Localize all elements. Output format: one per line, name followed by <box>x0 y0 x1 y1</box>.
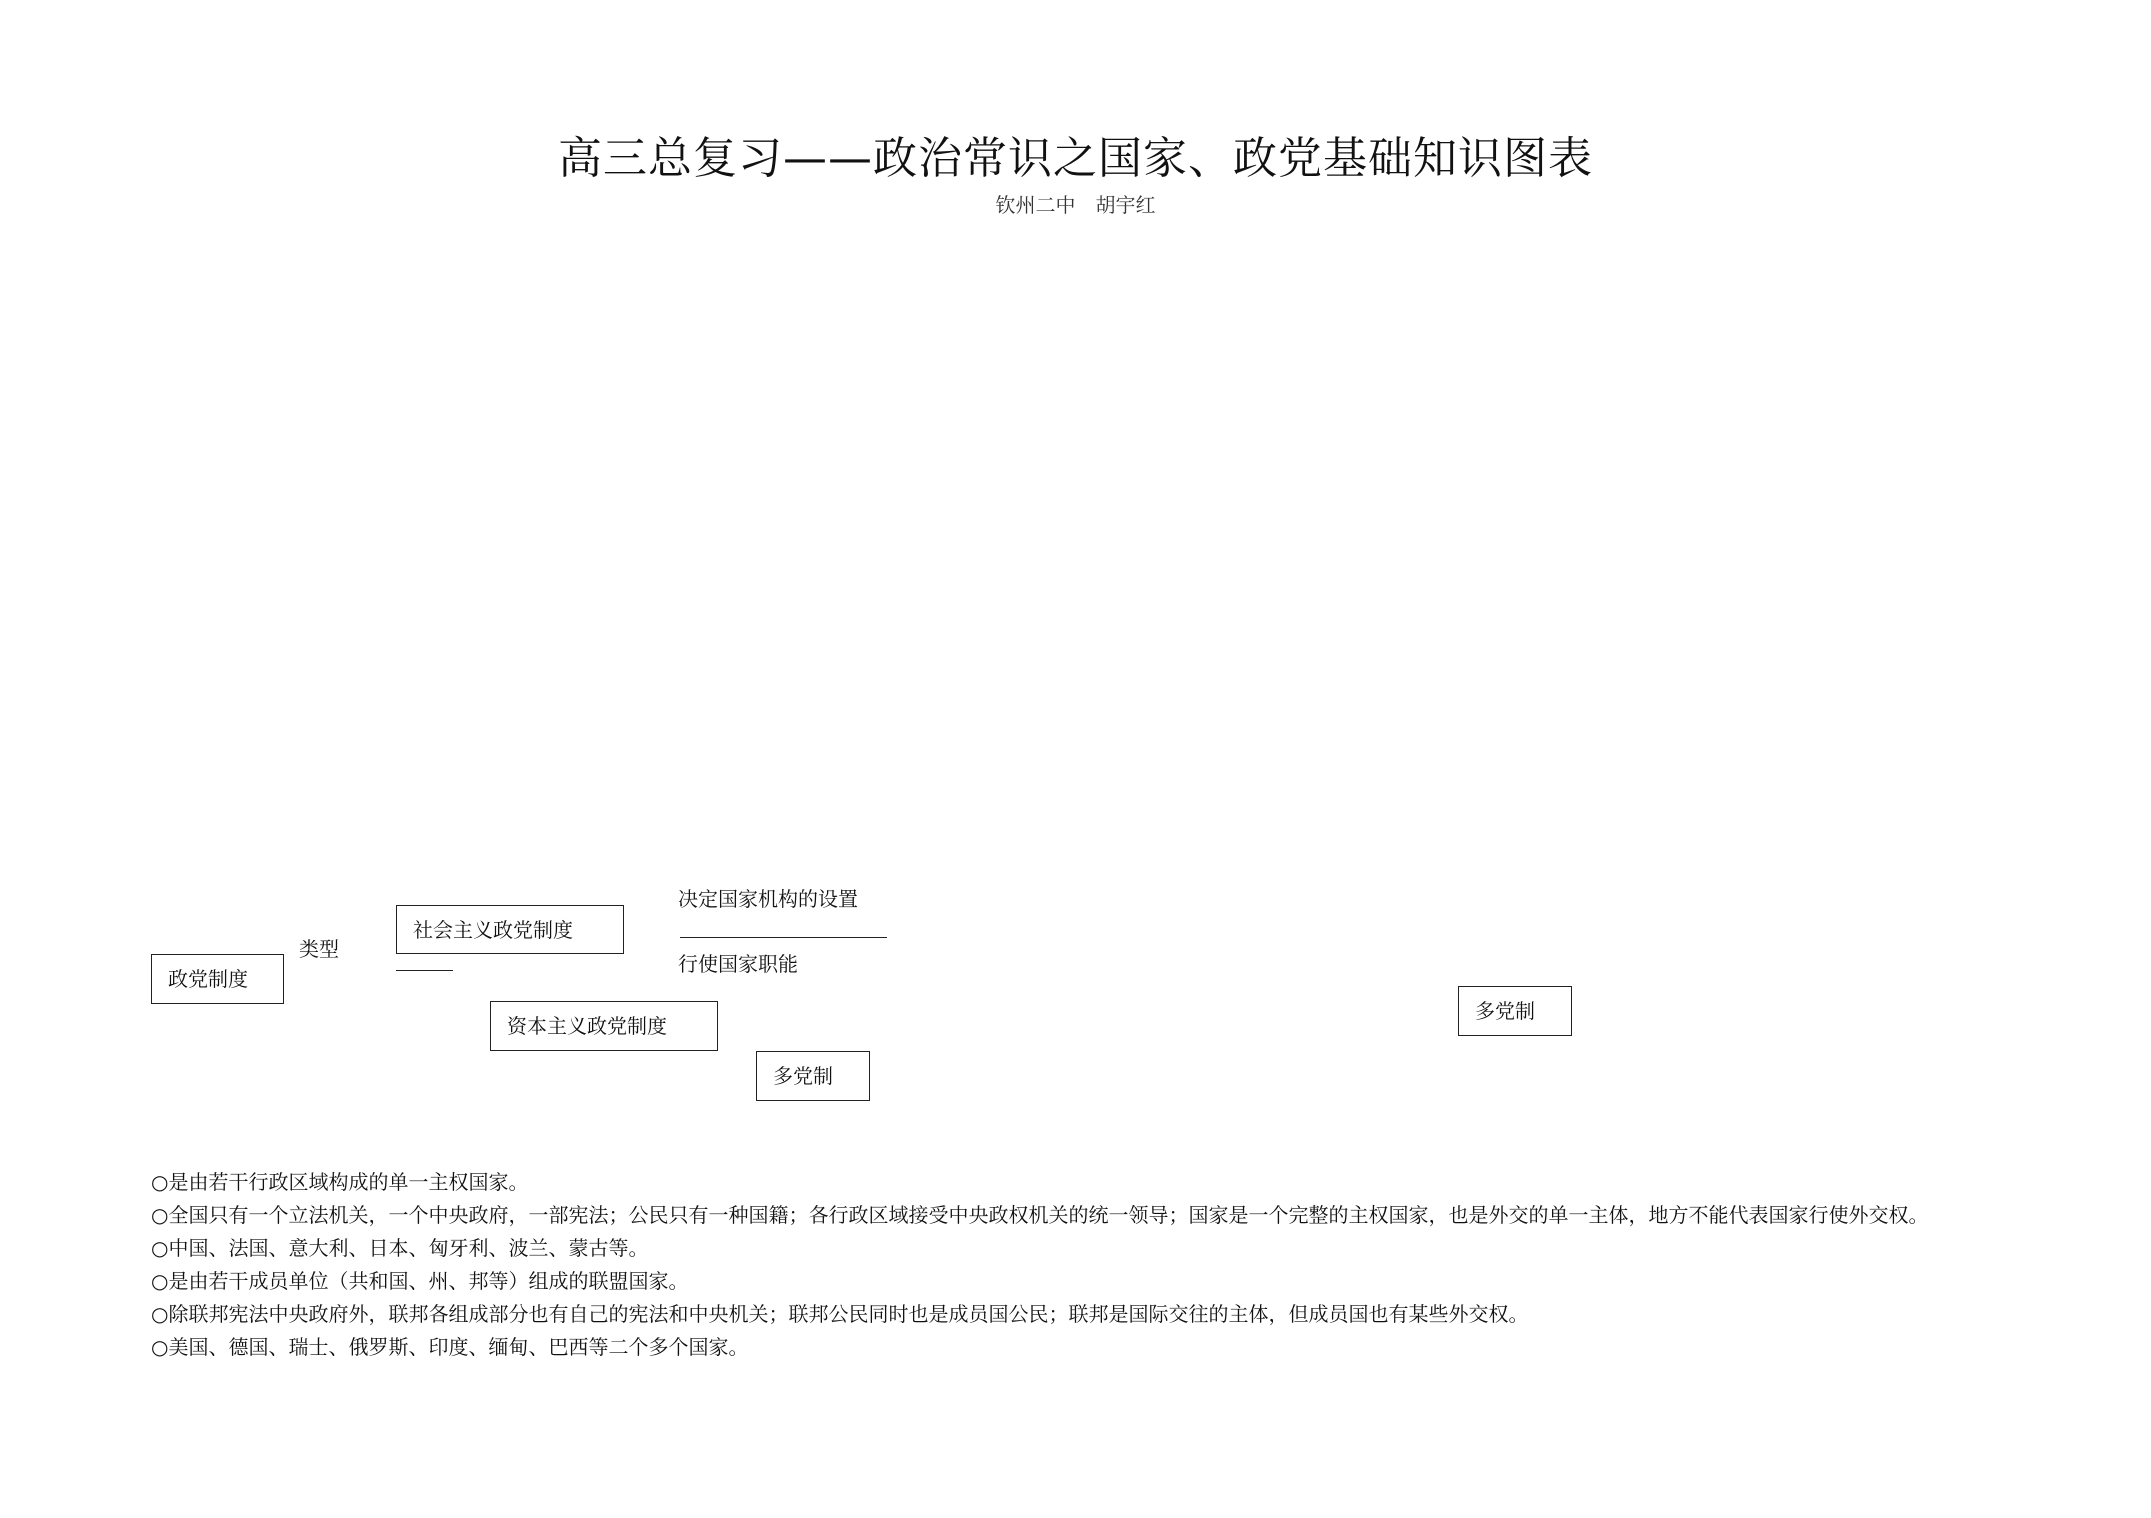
multi-party-box-left <box>756 1051 870 1101</box>
multi-party-label-left: 多党制 <box>773 1064 833 1088</box>
party-system-box <box>151 954 284 1004</box>
author-line: 钦州二中 胡宇红 <box>995 193 1156 217</box>
note-line: ○是由若干成员单位（共和国、州、邦等）组成的联盟国家。 <box>151 1269 689 1293</box>
party-system-label: 政党制度 <box>168 967 248 991</box>
type-label: 类型 <box>299 937 339 961</box>
capitalist-party-system-box <box>490 1001 718 1051</box>
multi-party-box-right <box>1458 986 1572 1036</box>
page-title: 高三总复习——政治常识之国家、政党基础知识图表 <box>558 133 1593 184</box>
notes-section <box>151 1166 2051 1364</box>
multi-party-label-right: 多党制 <box>1475 999 1535 1023</box>
capitalist-party-system-label: 资本主义政党制度 <box>507 1014 667 1038</box>
note-line: ○美国、德国、瑞士、俄罗斯、印度、缅甸、巴西等二个多个国家。 <box>151 1335 749 1359</box>
socialist-party-system-label: 社会主义政党制度 <box>413 917 573 942</box>
connector-line-long <box>680 937 887 938</box>
socialist-party-system-box <box>396 905 624 954</box>
note-line: ○是由若干行政区域构成的单一主权国家。 <box>151 1170 529 1194</box>
exercise-functions-label: 行使国家职能 <box>678 952 798 976</box>
note-line: ○中国、法国、意大利、日本、匈牙利、波兰、蒙古等。 <box>151 1236 649 1260</box>
connector-line-short <box>396 970 453 971</box>
note-line: ○除联邦宪法中央政府外，联邦各组成部分也有自己的宪法和中央机关；联邦公民同时也是成员国公民；联邦是国际交往的主体，但成员国也有某些外交权。 <box>151 1302 1529 1326</box>
decide-institutions-label: 决定国家机构的设置 <box>678 887 858 911</box>
note-line: ○全国只有一个立法机关，一个中央政府，一部宪法；公民只有一种国籍；各行政区域接受中央政权机关的统一领导；国家是一个完整的主权国家，也是外交的单一主体，地方不能代表国家行使外交权。 <box>151 1203 1929 1227</box>
